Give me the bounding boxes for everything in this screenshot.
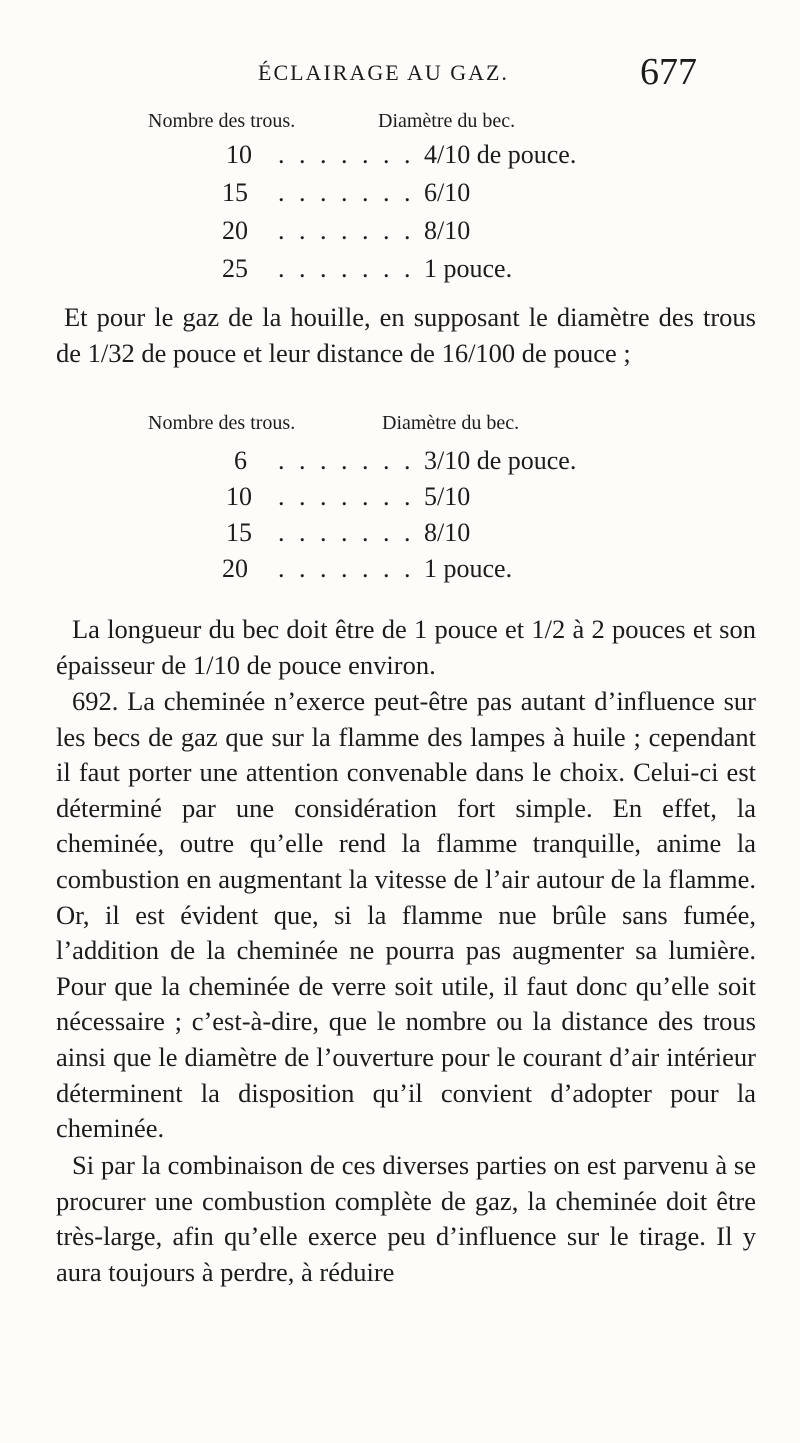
burner-diameter: 6/10: [424, 178, 471, 207]
table-row: [0, 554, 800, 590]
burner-diameter: 3/10 de pouce.: [424, 446, 577, 475]
table-row: [0, 254, 800, 290]
table-row: [0, 518, 800, 554]
column-header-diameter: Diamètre du bec.: [378, 110, 516, 132]
burner-diameter: 5/10: [424, 482, 471, 511]
burner-diameter: 1 pouce.: [424, 254, 513, 283]
burner-diameter: 4/10 de pouce.: [424, 140, 577, 169]
leader-dots: . . . . . . .: [278, 518, 415, 547]
paragraph-692-chimney: 692. La cheminée n’exerce peut-être pas autant d’influence sur les becs de gaz que sur la flamme des lampes à huile ; cependant il faut porter une attention convenable dans le choix. Celui-ci est déterminé par une considération fort simple. En effet, la cheminée, outre qu’elle rend la flamme tranquille, anime la combustion en augmentant la vitesse de l’air autour de la flamme. Or, il est évident que, si la flamme nue brûle sans fumée, l’addition de la cheminée ne pourra pas augmenter sa lumière. Pour que la cheminée de verre soit utile, il faut donc qu’elle soit nécessaire ; c’est-à-dire, que le nombre ou la distance des trous ainsi que le diamètre de l’ouverture pour le courant d’air intérieur déterminent la disposition qu’il convient d’adopter pour la cheminée.: [56, 686, 756, 1144]
table-row: [0, 178, 800, 214]
column-header-count: Nombre des trous.: [148, 110, 296, 132]
table-row: [0, 140, 800, 176]
column-header-diameter: Diamètre du bec.: [382, 412, 520, 434]
leader-dots: . . . . . . .: [278, 140, 415, 169]
table-row: [0, 216, 800, 252]
hole-count: 25: [222, 254, 248, 283]
page-number: 677: [640, 51, 697, 93]
hole-count: 6: [234, 446, 247, 475]
burner-diameter: 8/10: [424, 518, 471, 547]
table-row: [0, 482, 800, 518]
burner-diameter: 8/10: [424, 216, 471, 245]
column-header-count: Nombre des trous.: [148, 412, 296, 434]
leader-dots: . . . . . . .: [278, 216, 415, 245]
table-row: [0, 446, 800, 482]
hole-count: 10: [226, 482, 252, 511]
leader-dots: . . . . . . .: [278, 554, 415, 583]
leader-dots: . . . . . . .: [278, 254, 415, 283]
leader-dots: . . . . . . .: [278, 482, 415, 511]
leader-dots: . . . . . . .: [278, 178, 415, 207]
paragraph-combination: Si par la combinaison de ces diverses parties on est parvenu à se procurer une combustion complète de gaz, la cheminée doit être très-large, afin qu’elle exerce peu d’influence sur le tirage. Il y aura toujours à perdre, à réduire: [56, 1150, 756, 1287]
hole-count: 10: [226, 140, 252, 169]
paragraph-coal-gas: Et pour le gaz de la houille, en supposant le diamètre des trous de 1/32 de pouce et leur distance de 16/100 de pouce ;: [56, 302, 756, 368]
paragraph-burner-length: La longueur du bec doit être de 1 pouce et 1/2 à 2 pouces et son épaisseur de 1/10 de pouce environ.: [56, 614, 756, 680]
hole-count: 20: [222, 216, 248, 245]
running-head: [0, 50, 800, 93]
running-title: ÉCLAIRAGE AU GAZ.: [258, 60, 509, 85]
hole-count: 20: [222, 554, 248, 583]
leader-dots: . . . . . . .: [278, 446, 415, 475]
burner-diameter: 1 pouce.: [424, 554, 513, 583]
hole-count: 15: [226, 518, 252, 547]
hole-count: 15: [222, 178, 248, 207]
